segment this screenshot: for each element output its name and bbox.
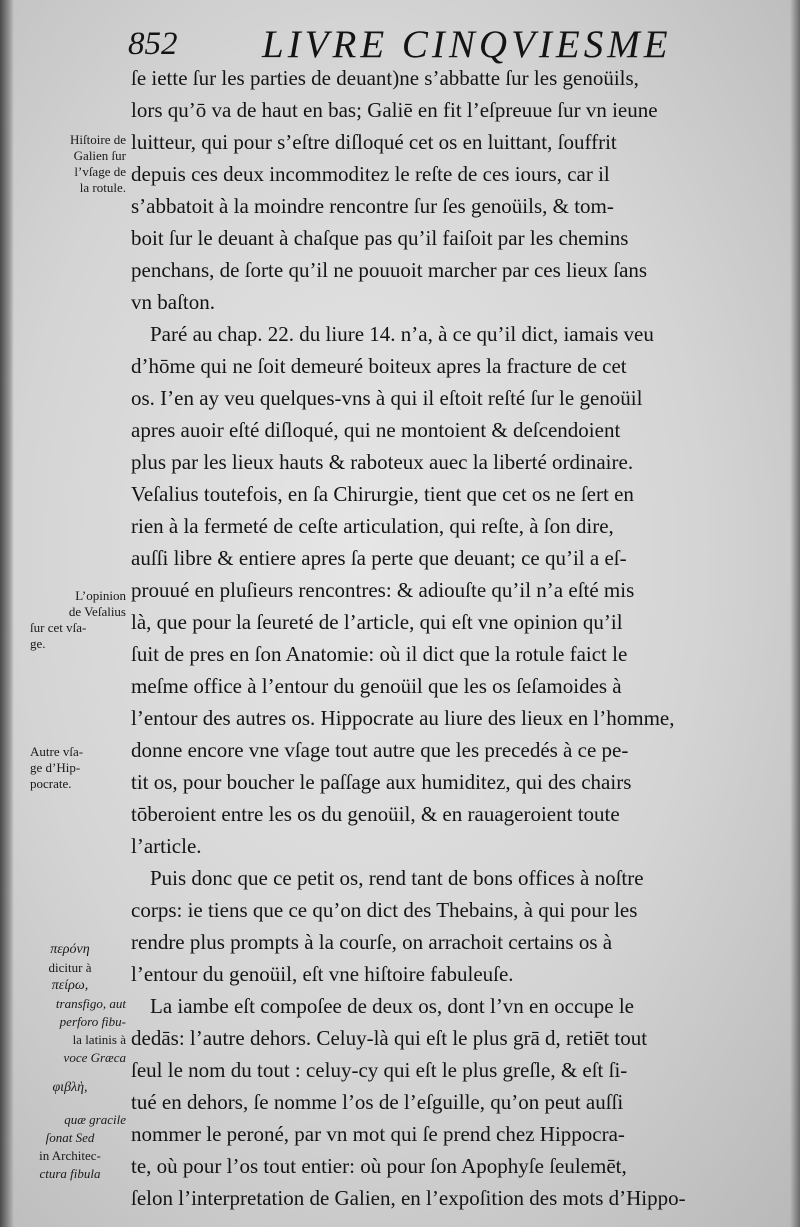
- text-line: rien à la fermeté de ceſte articulation, qui reſte, à ſon dire,: [131, 514, 614, 538]
- margin-note: ctura fibula: [39, 1166, 101, 1181]
- running-head: LIVRE CINQVIESME: [262, 23, 672, 66]
- margin-note: de Veſalius: [68, 604, 126, 619]
- text-line: Puis donc que ce petit os, rend tant de bons offices à noſtre: [150, 866, 644, 890]
- margin-note: ge.: [30, 636, 46, 651]
- margin-note: la latinis à: [72, 1032, 126, 1047]
- text-line: nommer le peroné, par vn mot qui ſe prend chez Hippocra-: [131, 1122, 625, 1146]
- text-line: auſſi libre & entiere apres ſa perte que deuant; ce qu’il a eſ-: [131, 546, 627, 570]
- text-line: ſeul le nom du tout : celuy-cy qui eſt le plus greſle, & eſt ſi-: [131, 1058, 628, 1082]
- margin-note: quæ gracile: [64, 1112, 126, 1127]
- margin-note: pocrate.: [30, 776, 72, 791]
- margin-note: Hiſtoire de: [70, 132, 126, 147]
- text-line: vn baſton.: [131, 290, 215, 314]
- text-line: Veſalius toutefois, en ſa Chirurgie, tient que cet os ne ſert en: [131, 482, 634, 506]
- margin-note: ſonat Sed: [45, 1130, 95, 1145]
- text-line: l’entour des autres os. Hippocrate au liure des lieux en l’homme,: [131, 706, 675, 730]
- text-line: depuis ces deux incommoditez le reſte de ces iours, car il: [131, 162, 610, 186]
- text-line: penchans, de ſorte qu’il ne pouuoit marcher par ces lieux ſans: [131, 258, 648, 282]
- margin-note: L’opinion: [75, 588, 126, 603]
- margin-note: dicitur à: [48, 960, 92, 975]
- text-line: tōberoient entre les os du genoüil, & en rauageroient toute: [131, 802, 620, 826]
- text-line: s’abbatoit à la moindre rencontre ſur ſes genoüils, & tom-: [131, 194, 614, 218]
- text-line: là, que pour la ſeureté de l’article, qui eſt vne opinion qu’il: [131, 610, 623, 634]
- text-line: donne encore vne vſage tout autre que les precedés à ce pe-: [131, 738, 629, 762]
- text-line: prouué en pluſieurs rencontres: & adiouſte qu’il n’a eſté mis: [131, 578, 635, 602]
- margin-note: transfigo, aut: [55, 996, 126, 1011]
- text-line: Paré au chap. 22. du liure 14. n’a, à ce qu’il dict, iamais veu: [150, 322, 654, 346]
- text-line: meſme office à l’entour du genoüil que les os ſeſamoides à: [131, 674, 622, 698]
- text-line: tué en dehors, ſe nomme l’os de l’eſguille, qu’on peut auſſi: [131, 1090, 624, 1114]
- text-line: ſuit de pres en ſon Anatomie: où il dict que la rotule faict le: [131, 642, 628, 666]
- text-line: d’hōme qui ne ſoit demeuré boiteux apres la fracture de cet: [131, 354, 627, 378]
- margin-note: πείρω,: [51, 978, 89, 993]
- text-line: l’article.: [131, 834, 202, 858]
- margin-note: la rotule.: [79, 180, 126, 195]
- margin-note: in Architec-: [39, 1148, 101, 1163]
- page-number: 852: [128, 26, 178, 62]
- text-line: corps: ie tiens que ce qu’on dict des Thebains, à qui pour les: [131, 898, 638, 922]
- text-line: te, où pour l’os tout entier: où pour ſon Apophyſe ſeulemēt,: [131, 1154, 627, 1178]
- margin-note: perforo fibu-: [59, 1014, 126, 1029]
- text-line: boit ſur le deuant à chaſque pas qu’il faiſoit par les chemins: [131, 226, 629, 250]
- margin-note: Autre vſa-: [30, 744, 84, 759]
- page-binding-shadow: [0, 0, 14, 1227]
- margin-note: l’vſage de: [74, 164, 126, 179]
- page-header: [128, 22, 768, 68]
- margin-note: Galien ſur: [73, 148, 126, 163]
- text-line: apres auoir eſté diſloqué, qui ne montoient & deſcendoient: [131, 418, 621, 442]
- text-line: l’entour du genoüil, eſt vne hiſtoire fabuleuſe.: [131, 962, 514, 986]
- margin-note: περόνη: [50, 942, 90, 957]
- text-line: ſelon l’interpretation de Galien, en l’expoſition des mots d’Hippo-: [131, 1186, 686, 1210]
- text-line: dedās: l’autre dehors. Celuy-là qui eſt le plus grā d, retiēt tout: [131, 1026, 648, 1050]
- page-edge-shadow: [790, 0, 800, 1227]
- text-line: rendre plus prompts à la courſe, on arrachoit certains os à: [131, 930, 613, 954]
- margin-note: ſur cet vſa-: [30, 620, 87, 635]
- text-line: ſe iette ſur les parties de deuant)ne s’abbatte ſur les genoüils,: [131, 66, 639, 90]
- text-line: tit os, pour boucher le paſſage aux humiditez, qui des chairs: [131, 770, 632, 794]
- text-line: os. I’en ay veu quelques-vns à qui il eſtoit reſté ſur le genoüil: [131, 386, 643, 410]
- text-line: luitteur, qui pour s’eſtre diſloqué cet os en luittant, ſouffrit: [131, 130, 617, 154]
- text-line: lors qu’ō va de haut en bas; Galiē en fit l’eſpreuue ſur vn ieune: [131, 98, 658, 122]
- text-line: plus par les lieux hauts & raboteux auec la liberté ordinaire.: [131, 450, 634, 474]
- text-line: La iambe eſt compoſee de deux os, dont l’vn en occupe le: [150, 994, 634, 1018]
- margin-note: ge d’Hip-: [30, 760, 81, 775]
- margin-note: φιβλὴ,: [52, 1080, 88, 1095]
- margin-note: voce Græca: [63, 1050, 126, 1065]
